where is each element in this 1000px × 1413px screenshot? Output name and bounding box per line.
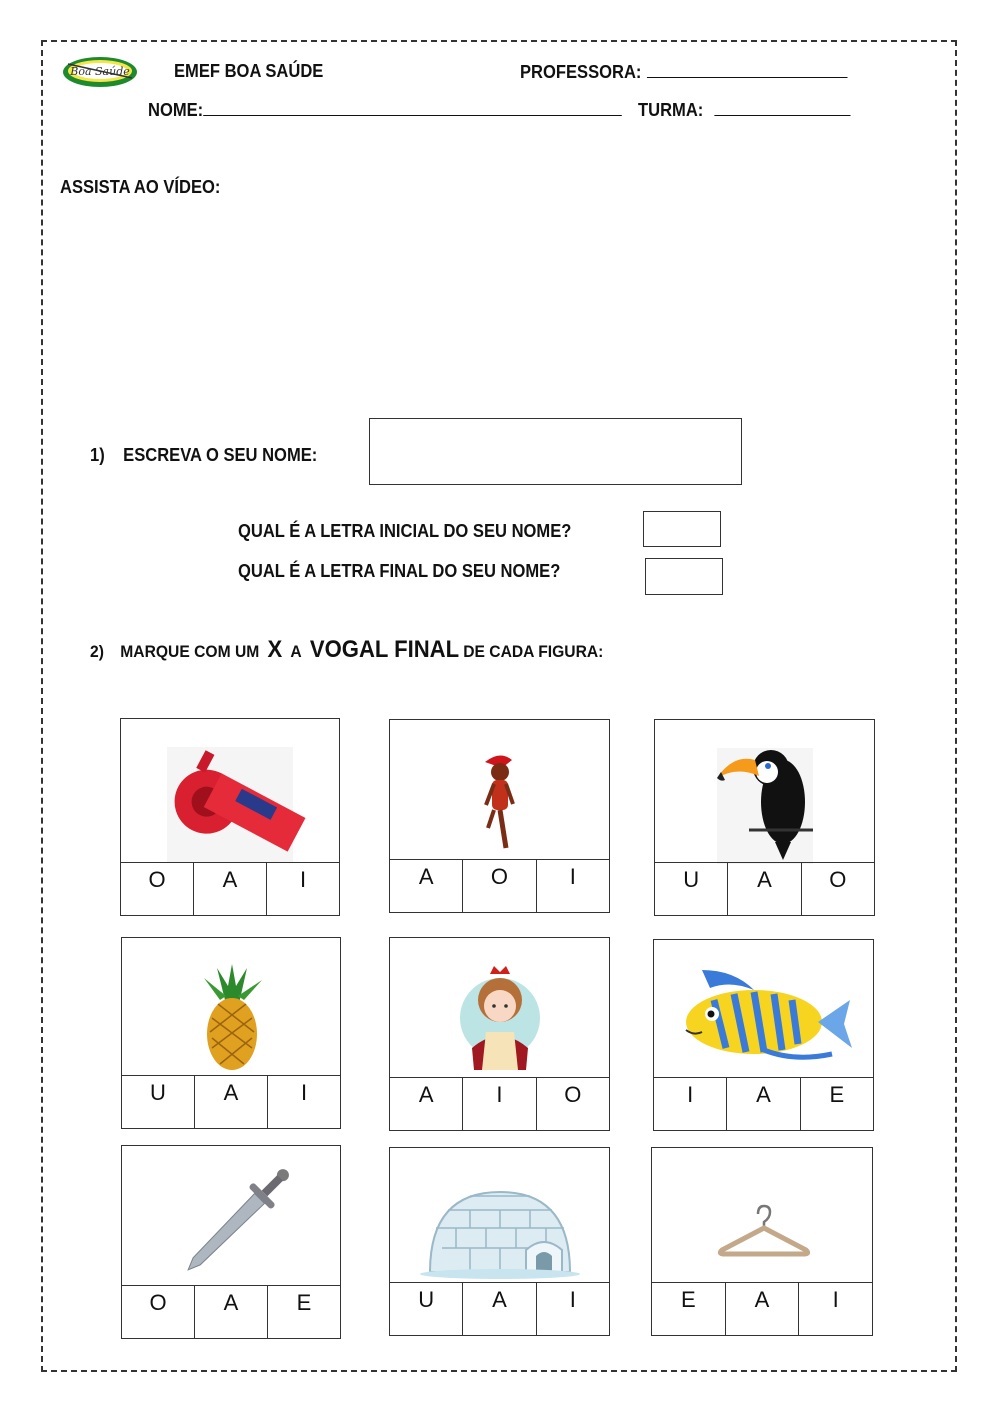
option-cell[interactable]: A: [727, 863, 800, 915]
options-row: [655, 862, 874, 915]
option-cell[interactable]: E: [680, 1287, 696, 1312]
teacher-field[interactable]: [647, 61, 848, 78]
option-cell[interactable]: I: [462, 1078, 535, 1130]
option-cell[interactable]: A: [418, 1082, 434, 1107]
question-2: [90, 636, 603, 664]
question-1-number: 1): [90, 445, 105, 465]
option-cell[interactable]: O: [536, 1078, 609, 1130]
options-row: [122, 1075, 340, 1128]
question-1-text: ESCREVA O SEU NOME:: [123, 445, 318, 465]
option-cell[interactable]: E: [267, 1286, 340, 1338]
option-cell[interactable]: E: [800, 1078, 873, 1130]
option-cell[interactable]: A: [194, 1076, 267, 1128]
option-cell[interactable]: A: [418, 864, 434, 889]
option-cell[interactable]: I: [266, 863, 339, 915]
card-king: [389, 937, 610, 1131]
name-line: [148, 99, 622, 121]
option-cell[interactable]: U: [683, 867, 700, 892]
options-row: [390, 1282, 609, 1335]
option-cell[interactable]: A: [193, 863, 266, 915]
svg-text:Boa Saúde: Boa Saúde: [70, 65, 130, 78]
class-line: [638, 99, 851, 121]
question-2-part2: DE CADA FIGURA:: [463, 642, 604, 661]
name-field[interactable]: [203, 99, 622, 116]
card-igloo: [389, 1147, 610, 1336]
initial-letter-box[interactable]: [643, 511, 721, 547]
card-pineapple: [121, 937, 341, 1129]
option-cell[interactable]: O: [801, 863, 874, 915]
class-label: TURMA:: [638, 100, 704, 120]
teacher-line: [520, 61, 848, 83]
name-answer-box[interactable]: [369, 418, 742, 485]
options-row: [122, 1285, 340, 1338]
card-toucan: [654, 719, 875, 916]
card-hanger: [651, 1147, 873, 1336]
option-cell[interactable]: O: [462, 860, 535, 912]
dagger-icon: [122, 1146, 340, 1288]
option-cell[interactable]: I: [536, 1283, 609, 1335]
option-cell[interactable]: A: [462, 1283, 535, 1335]
king-icon: [390, 938, 609, 1080]
option-cell[interactable]: O: [148, 867, 166, 892]
pineapple-icon: [122, 938, 340, 1078]
school-logo: [60, 50, 140, 92]
question-2-x: X: [267, 636, 283, 663]
hanger-icon: [652, 1148, 872, 1284]
option-cell[interactable]: A: [726, 1078, 799, 1130]
option-cell[interactable]: U: [418, 1287, 435, 1312]
option-cell[interactable]: O: [149, 1290, 167, 1315]
saci-icon: [390, 720, 609, 860]
option-cell[interactable]: I: [798, 1283, 872, 1335]
toucan-icon: [655, 720, 874, 865]
class-field[interactable]: [714, 99, 850, 116]
option-cell[interactable]: I: [687, 1082, 694, 1107]
option-cell[interactable]: I: [267, 1076, 340, 1128]
option-cell[interactable]: U: [150, 1080, 166, 1105]
card-saci: [389, 719, 610, 913]
question-2-number: 2): [90, 642, 104, 661]
options-row: [652, 1282, 872, 1335]
options-row: [390, 1077, 609, 1130]
options-row: [121, 862, 339, 915]
school-name: EMEF BOA SAÚDE: [174, 61, 324, 81]
initial-letter-question: QUAL É A LETRA INICIAL DO SEU NOME?: [238, 521, 572, 541]
fish-icon: [654, 940, 873, 1080]
option-cell[interactable]: A: [725, 1283, 799, 1335]
options-row: [654, 1077, 873, 1130]
question-1: [90, 445, 317, 466]
video-label: ASSISTA AO VÍDEO:: [60, 177, 221, 197]
option-cell[interactable]: I: [536, 860, 609, 912]
option-cell[interactable]: A: [194, 1286, 267, 1338]
question-2-part1: MARQUE COM UM: [120, 642, 260, 661]
options-row: [390, 859, 609, 912]
final-letter-box[interactable]: [645, 558, 723, 595]
final-letter-question: QUAL É A LETRA FINAL DO SEU NOME?: [238, 561, 561, 581]
igloo-icon: [390, 1148, 609, 1284]
question-2-a: A: [290, 642, 302, 661]
name-label: NOME:: [148, 100, 204, 120]
card-dagger: [121, 1145, 341, 1339]
teacher-label: PROFESSORA:: [520, 62, 642, 82]
question-2-emph: VOGAL FINAL: [309, 636, 460, 663]
card-fish: [653, 939, 874, 1131]
whistle-icon: [121, 719, 339, 864]
card-whistle: [120, 718, 340, 916]
